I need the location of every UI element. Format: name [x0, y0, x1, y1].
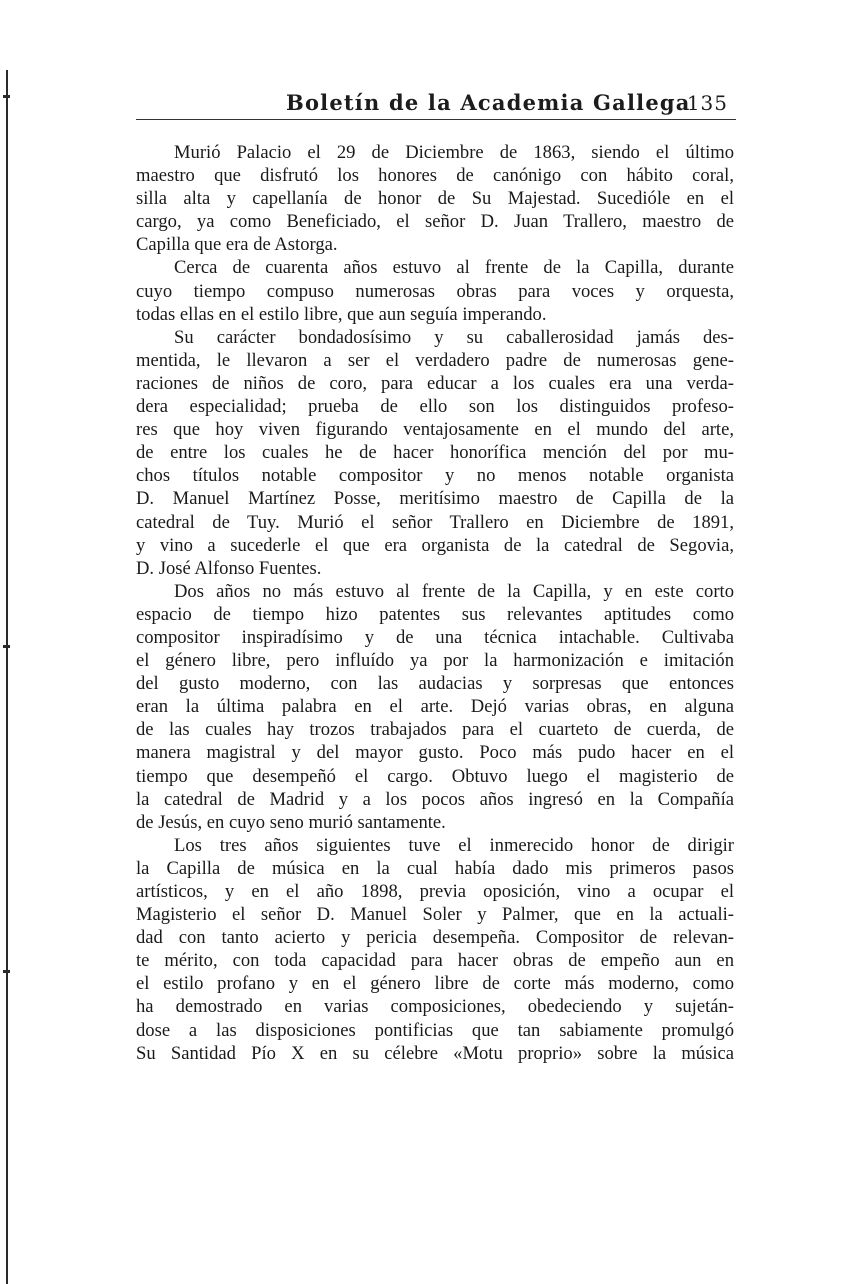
binding-mark [3, 95, 10, 98]
text-line: chos títulos notable compositor y no menos notable organista [136, 465, 734, 487]
text-line: silla alta y capellanía de honor de Su Majestad. Sucedióle en el [136, 188, 734, 210]
text-line: espacio de tiempo hizo patentes sus relevantes aptitudes como [136, 603, 734, 625]
binding-mark [3, 970, 10, 973]
text-line: el estilo profano y en el género libre de corte más moderno, como [136, 973, 734, 995]
text-line: la catedral de Madrid y a los pocos años ingresó en la Compañía [136, 788, 734, 810]
text-line: D. Manuel Martínez Posse, meritísimo maestro de Capilla de la [136, 488, 734, 510]
text-line: de Jesús, en cuyo seno murió santamente. [136, 811, 446, 833]
text-line: Dos años no más estuvo al frente de la Capilla, y en este corto [174, 580, 734, 602]
text-line: maestro que disfrutó los honores de canónigo con hábito coral, [136, 165, 734, 187]
text-line: te mérito, con toda capacidad para hacer obras de empeño aun en [136, 950, 734, 972]
text-line: eran la última palabra en el arte. Dejó varias obras, en alguna [136, 696, 734, 718]
text-line: manera magistral y del mayor gusto. Poco más pudo hacer en el [136, 742, 734, 764]
text-line: Los tres años siguientes tuve el inmerecido honor de dirigir [174, 834, 734, 856]
text-line: ha demostrado en varias composiciones, obedeciendo y sujetán- [136, 996, 734, 1018]
running-header [136, 88, 736, 120]
text-line: cuyo tiempo compuso numerosas obras para voces y orquesta, [136, 280, 734, 302]
text-line: dose a las disposiciones pontificias que tan sabiamente promulgó [136, 1019, 734, 1041]
text-line: artísticos, y en el año 1898, previa oposición, vino a ocupar el [136, 881, 734, 902]
text-line: la Capilla de música en la cual había dado mis primeros pasos [136, 857, 734, 879]
text-line: del gusto moderno, con las audacias y sorpresas que entonces [136, 673, 734, 695]
text-line: de las cuales hay trozos trabajados para el cuarteto de cuerda, de [136, 719, 734, 741]
text-line: catedral de Tuy. Murió el señor Trallero en Diciembre de 1891, [136, 511, 734, 533]
text-line: mentida, le llevaron a ser el verdadero padre de numerosas gene- [136, 349, 734, 371]
text-line: dera especialidad; prueba de ello son los distinguidos profeso- [136, 396, 734, 418]
text-line: res que hoy viven figurando ventajosamente en el mundo del arte, [136, 419, 734, 441]
binding-edge [6, 70, 8, 1284]
text-line: Magisterio el señor D. Manuel Soler y Palmer, que en la actuali- [136, 904, 734, 926]
text-line: de entre los cuales he de hacer honorífica mención del por mu- [136, 442, 734, 464]
journal-title: Boletín de la Academia Gallega [286, 90, 691, 115]
text-line: y vino a sucederle el que era organista de la catedral de Segovia, [136, 534, 734, 556]
text-line: tiempo que desempeñó el cargo. Obtuvo luego el magisterio de [136, 765, 734, 787]
text-line: todas ellas en el estilo libre, que aun seguía imperando. [136, 303, 547, 325]
binding-mark [3, 645, 10, 648]
text-line: D. José Alfonso Fuentes. [136, 557, 322, 579]
body-text [136, 141, 734, 1065]
text-line: Capilla que era de Astorga. [136, 234, 338, 256]
text-line: dad con tanto acierto y pericia desempeña. Compositor de relevan- [136, 927, 734, 949]
header-rule [136, 119, 736, 120]
text-line: Murió Palacio el 29 de Diciembre de 1863, siendo el último [174, 142, 734, 163]
text-line: el género libre, pero influído ya por la harmonización e imitación [136, 650, 734, 672]
text-line: Cerca de cuarenta años estuvo al frente de la Capilla, durante [174, 257, 734, 279]
text-line: Su carácter bondadosísimo y su caballerosidad jamás des- [174, 326, 734, 348]
text-line: raciones de niños de coro, para educar a los cuales era una verda- [136, 372, 734, 394]
text-line: Su Santidad Pío X en su célebre «Motu proprio» sobre la música [136, 1042, 734, 1064]
text-line: compositor inspiradísimo y de una técnica intachable. Cultivaba [136, 626, 734, 648]
text-line: cargo, ya como Beneficiado, el señor D. Juan Trallero, maestro de [136, 211, 734, 233]
page-number: 135 [686, 91, 728, 115]
